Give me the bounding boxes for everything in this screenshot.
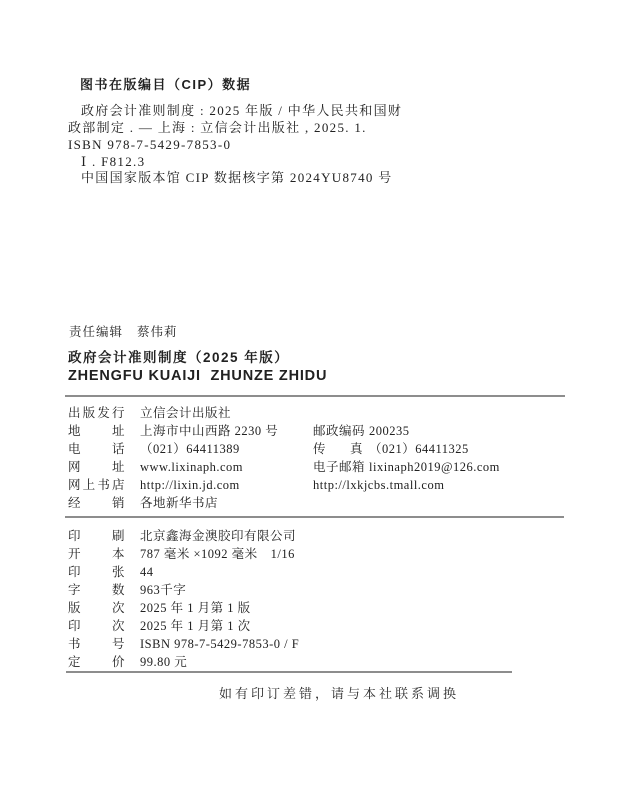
row-label: 电 话: [68, 442, 125, 456]
row-label: 定 价: [68, 655, 125, 669]
row-label: 传 真: [313, 442, 363, 456]
row-value: 963千字: [140, 583, 187, 597]
printing-row: [68, 619, 299, 637]
row-label: 邮 政 编 码: [313, 424, 366, 438]
row-right-cell: [313, 460, 500, 474]
row-label: 地 址: [68, 424, 125, 438]
publisher-info-block: [68, 406, 500, 514]
printing-row: [68, 547, 299, 565]
publisher-row: [68, 496, 278, 514]
printing-row: [68, 565, 299, 583]
row-right-cell: [313, 478, 444, 492]
row-right-cell: [313, 442, 469, 456]
row-value: 立信会计出版社: [140, 406, 232, 420]
publisher-row: [68, 406, 278, 424]
book-title-pinyin: ZHENGFU KUAIJI ZHUNZE ZHIDU: [68, 368, 328, 384]
row-label: 网 上 书 店: [68, 478, 125, 492]
editor-line: [69, 325, 178, 339]
row-value: ISBN 978-7-5429-7853-0 / F: [140, 637, 300, 651]
cip-classification-line: Ⅰ . F812.3: [81, 154, 146, 169]
row-label: 经 销: [68, 496, 125, 510]
printing-row: [68, 583, 299, 601]
row-right-value: lixinaph2019@126.com: [369, 460, 500, 474]
row-right-value: http://lxkjcbs.tmall.com: [313, 478, 445, 492]
cip-registry-line: 中国国家版本馆 CIP 数据核字第 2024YU8740 号: [81, 170, 393, 185]
row-label: 书 号: [68, 637, 125, 651]
row-right-value: 200235: [369, 424, 410, 438]
printing-info-block: [68, 529, 299, 673]
publisher-row: [68, 460, 500, 478]
book-title-zh: 政府会计准则制度（2025 年版）: [68, 350, 290, 365]
row-right-value: （021）64411325: [369, 442, 469, 456]
divider-top: [65, 395, 565, 397]
row-label: 出 版 发 行: [68, 406, 125, 420]
row-value: http://lixin.jd.com: [140, 478, 240, 492]
row-value: （021）64411389: [140, 442, 240, 456]
row-right-cell: [313, 424, 410, 438]
row-value: 2025 年 1 月第 1 次: [140, 619, 251, 633]
editor-name: 蔡伟莉: [137, 325, 178, 339]
row-label: 电 子 邮 箱: [313, 460, 366, 474]
row-label: 印 张: [68, 565, 125, 579]
cip-line-2: 政部制定 . — 上海 : 立信会计出版社 , 2025. 1.: [68, 120, 367, 135]
cip-isbn-line: ISBN 978-7-5429-7853-0: [68, 137, 232, 152]
printing-row: [68, 601, 299, 619]
row-label: 印 次: [68, 619, 125, 633]
misprint-exchange-notice: 如有印订差错，请与本社联系调换: [219, 686, 460, 701]
row-label: 版 次: [68, 601, 125, 615]
row-value: 各地新华书店: [140, 496, 219, 510]
row-label: 开 本: [68, 547, 125, 561]
publisher-row: [68, 442, 469, 460]
row-value: www.lixinaph.com: [140, 460, 244, 474]
printing-row: [68, 637, 299, 655]
cip-heading: 图书在版编目（CIP）数据: [80, 77, 252, 92]
row-value: 787 毫米 ×1092 毫米 1/16: [140, 547, 295, 561]
row-value: 上海市中山西路 2230 号: [140, 424, 279, 438]
row-value: 99.80 元: [140, 655, 188, 669]
row-label: 网 址: [68, 460, 125, 474]
row-value: 44: [140, 565, 154, 579]
row-value: 2025 年 1 月第 1 版: [140, 601, 251, 615]
row-label: 印 刷: [68, 529, 125, 543]
divider-middle: [65, 516, 564, 518]
row-value: 北京鑫海金澳胶印有限公司: [140, 529, 297, 543]
printing-row: [68, 655, 299, 673]
row-label: 字 数: [68, 583, 125, 597]
publisher-row: [68, 424, 410, 442]
editor-label: 责任编辑: [69, 325, 124, 339]
printing-row: [68, 529, 299, 547]
publisher-row: [68, 478, 445, 496]
cip-line-1: 政府会计准则制度 : 2025 年版 / 中华人民共和国财: [81, 103, 403, 118]
